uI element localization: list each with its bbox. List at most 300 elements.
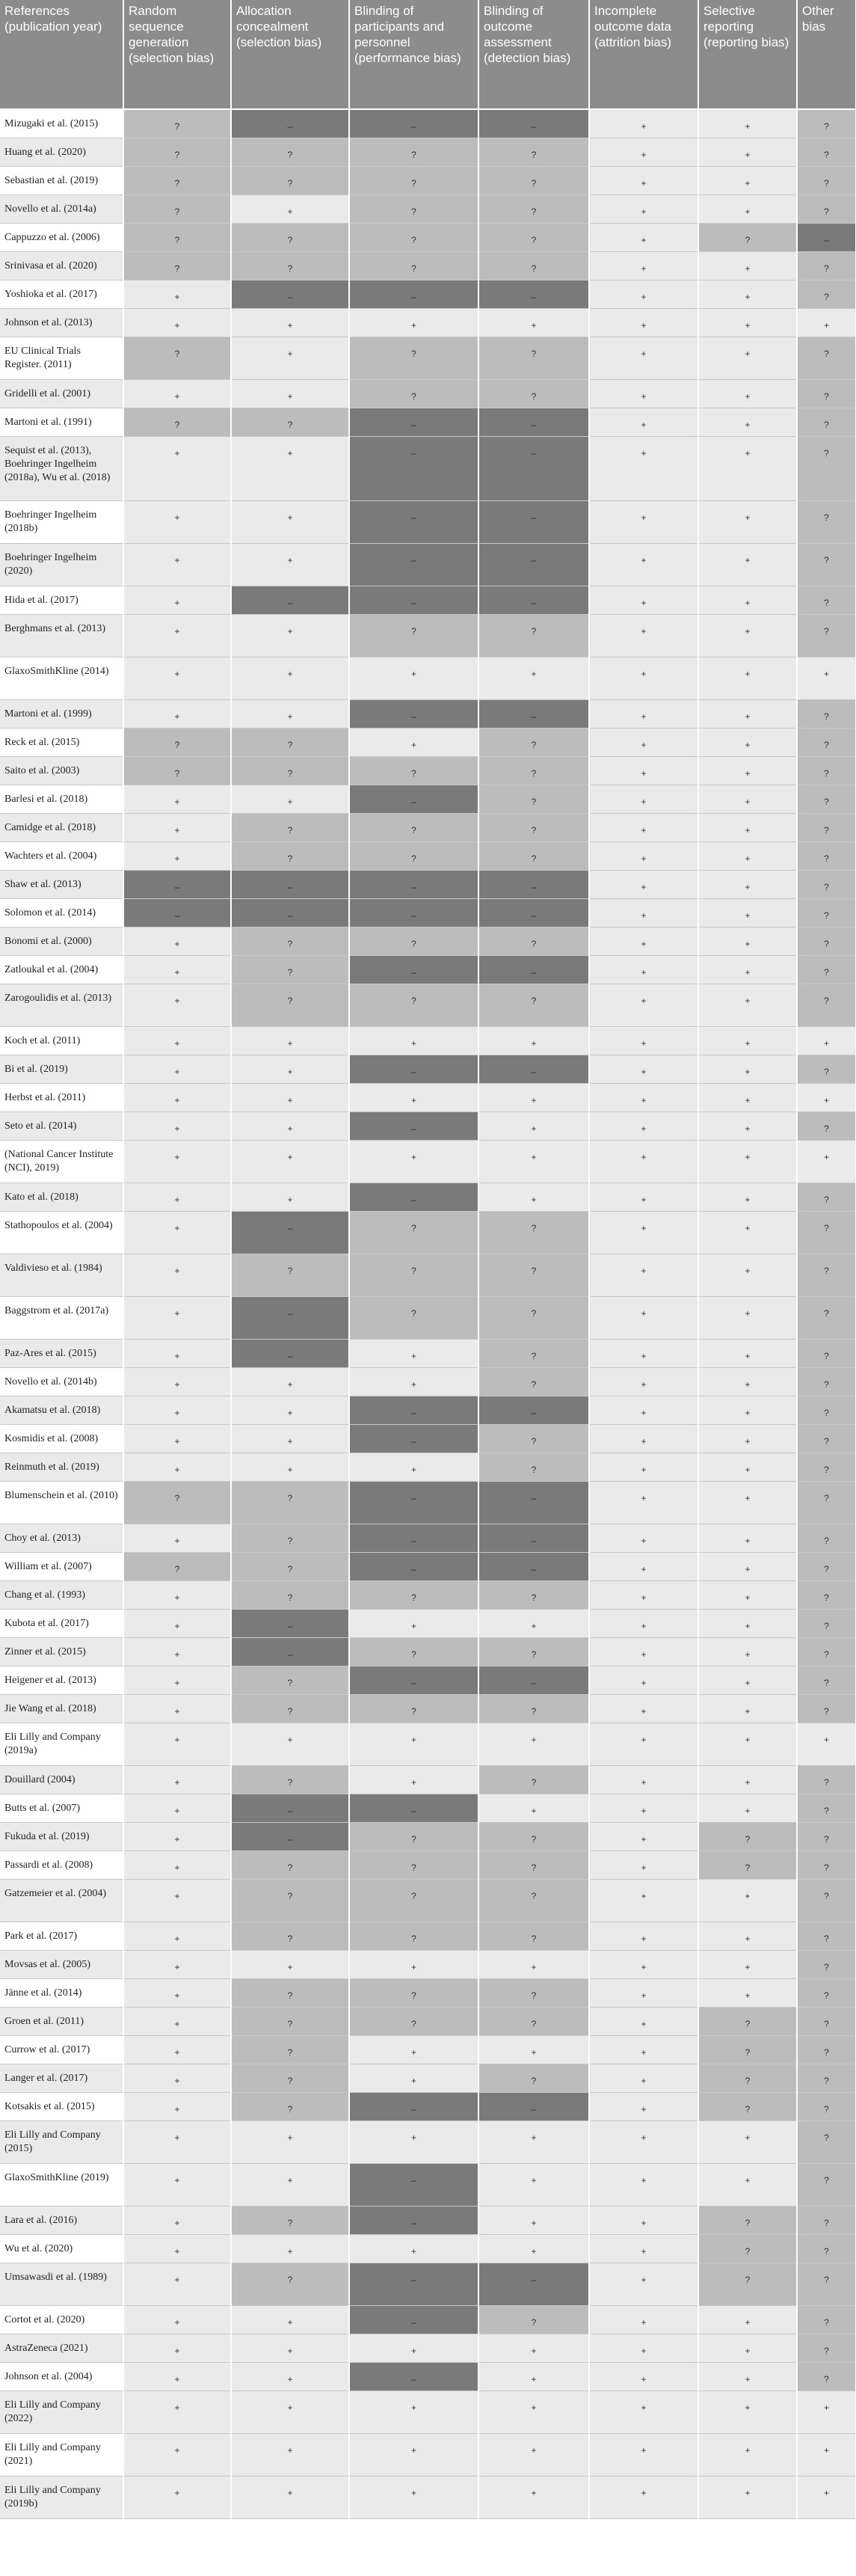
table-row xyxy=(0,813,856,841)
risk-cell: + xyxy=(123,379,231,408)
risk-cell: ? xyxy=(478,2007,589,2035)
risk-cell: + xyxy=(123,1637,231,1666)
reference-cell: Lara et al. (2016) xyxy=(0,2206,123,2234)
risk-cell: + xyxy=(123,1026,231,1055)
risk-cell: + xyxy=(589,2391,698,2433)
reference-cell: Zinner et al. (2015) xyxy=(0,1637,123,1666)
reference-cell: Koch et al. (2011) xyxy=(0,1026,123,1055)
risk-cell: + xyxy=(698,1026,797,1055)
reference-cell: Martoni et al. (1991) xyxy=(0,408,123,436)
risk-cell: + xyxy=(123,2120,231,2163)
risk-cell: + xyxy=(123,2476,231,2518)
risk-cell: + xyxy=(589,109,698,138)
risk-cell: – xyxy=(231,586,349,614)
table-row xyxy=(0,2007,856,2035)
risk-cell: ? xyxy=(797,841,856,870)
table-row xyxy=(0,2433,856,2476)
table-row xyxy=(0,2263,856,2305)
risk-cell: + xyxy=(698,2163,797,2206)
risk-cell: + xyxy=(231,2391,349,2433)
risk-cell: ? xyxy=(349,1637,478,1666)
risk-cell: ? xyxy=(349,1296,478,1339)
risk-cell: ? xyxy=(231,2035,349,2064)
reference-cell: Seto et al. (2014) xyxy=(0,1111,123,1140)
risk-cell: + xyxy=(478,2433,589,2476)
risk-cell: ? xyxy=(231,2007,349,2035)
risk-cell: ? xyxy=(231,841,349,870)
risk-cell: – xyxy=(231,1296,349,1339)
risk-cell: + xyxy=(589,898,698,927)
risk-cell: + xyxy=(589,500,698,543)
table-row xyxy=(0,337,856,379)
table-row xyxy=(0,785,856,813)
risk-cell: – xyxy=(797,223,856,251)
risk-cell: – xyxy=(349,955,478,984)
risk-cell: + xyxy=(478,2035,589,2064)
risk-cell: ? xyxy=(123,408,231,436)
risk-cell: ? xyxy=(797,1524,856,1552)
reference-cell: Heigener et al. (2013) xyxy=(0,1666,123,1694)
risk-cell: + xyxy=(123,2305,231,2334)
risk-cell: ? xyxy=(478,1922,589,1950)
risk-cell: ? xyxy=(797,408,856,436)
reference-cell: Stathopoulos et al. (2004) xyxy=(0,1211,123,1254)
risk-cell: + xyxy=(698,756,797,785)
risk-cell: + xyxy=(797,1140,856,1183)
risk-cell: + xyxy=(349,1339,478,1367)
risk-cell: ? xyxy=(797,1055,856,1083)
risk-cell: ? xyxy=(797,728,856,756)
reference-cell: Jie Wang et al. (2018) xyxy=(0,1694,123,1723)
risk-cell: + xyxy=(123,543,231,586)
risk-cell: + xyxy=(698,500,797,543)
reference-cell: Boehringer Ingelheim (2018b) xyxy=(0,500,123,543)
risk-cell: + xyxy=(698,586,797,614)
risk-cell: + xyxy=(698,1609,797,1637)
risk-cell: ? xyxy=(797,251,856,280)
risk-cell: ? xyxy=(349,756,478,785)
risk-cell: + xyxy=(123,2035,231,2064)
risk-cell: + xyxy=(589,408,698,436)
risk-cell: ? xyxy=(478,166,589,194)
reference-cell: Akamatsu et al. (2018) xyxy=(0,1396,123,1424)
risk-cell: + xyxy=(231,337,349,379)
risk-cell: ? xyxy=(478,756,589,785)
risk-cell: + xyxy=(231,1140,349,1183)
risk-cell: + xyxy=(123,813,231,841)
risk-cell: + xyxy=(698,280,797,308)
reference-cell: Barlesi et al. (2018) xyxy=(0,785,123,813)
header-selective-reporting: Selective reporting (reporting bias) xyxy=(698,0,797,109)
risk-cell: + xyxy=(589,2035,698,2064)
reference-cell: Jänne et al. (2014) xyxy=(0,1978,123,2007)
risk-cell: ? xyxy=(231,1254,349,1296)
risk-cell: – xyxy=(349,1424,478,1453)
risk-cell: + xyxy=(123,785,231,813)
risk-cell: + xyxy=(589,2007,698,2035)
risk-cell: + xyxy=(698,379,797,408)
risk-cell: + xyxy=(698,109,797,138)
risk-cell: + xyxy=(698,1637,797,1666)
risk-cell: + xyxy=(123,1183,231,1211)
header-blinding-participants: Blinding of participants and personnel (performance bias) xyxy=(349,0,478,109)
table-row xyxy=(0,379,856,408)
risk-cell: + xyxy=(589,1254,698,1296)
risk-cell: – xyxy=(349,1396,478,1424)
reference-cell: Boehringer Ingelheim (2020) xyxy=(0,543,123,586)
risk-cell: ? xyxy=(231,251,349,280)
risk-cell: + xyxy=(349,2334,478,2362)
table-row xyxy=(0,699,856,728)
risk-cell: + xyxy=(123,1794,231,1822)
reference-cell: Blumenschein et al. (2010) xyxy=(0,1481,123,1524)
risk-cell: + xyxy=(123,841,231,870)
risk-cell: + xyxy=(698,841,797,870)
risk-cell: ? xyxy=(478,927,589,955)
risk-cell: + xyxy=(589,2263,698,2305)
risk-cell: – xyxy=(478,1481,589,1524)
table-row xyxy=(0,1254,856,1296)
risk-cell: ? xyxy=(797,1367,856,1396)
risk-cell: – xyxy=(349,1524,478,1552)
table-row xyxy=(0,1637,856,1666)
risk-cell: + xyxy=(589,1524,698,1552)
reference-cell: GlaxoSmithKline (2014) xyxy=(0,657,123,699)
risk-cell: + xyxy=(231,1055,349,1083)
table-row xyxy=(0,1453,856,1481)
risk-cell: + xyxy=(698,1055,797,1083)
table-row xyxy=(0,1055,856,1083)
risk-cell: – xyxy=(349,586,478,614)
reference-cell: Sequist et al. (2013), Boehringer Ingelheim (2018a), Wu et al. (2018) xyxy=(0,436,123,500)
risk-cell: ? xyxy=(478,138,589,166)
risk-cell: + xyxy=(123,1424,231,1453)
reference-cell: Groen et al. (2011) xyxy=(0,2007,123,2035)
risk-cell: + xyxy=(123,308,231,337)
risk-cell: ? xyxy=(797,2234,856,2263)
risk-cell: + xyxy=(797,308,856,337)
risk-cell: + xyxy=(123,280,231,308)
reference-cell: Bi et al. (2019) xyxy=(0,1055,123,1083)
risk-cell: ? xyxy=(349,1694,478,1723)
risk-cell: + xyxy=(698,1694,797,1723)
risk-cell: + xyxy=(123,1396,231,1424)
reference-cell: GlaxoSmithKline (2019) xyxy=(0,2163,123,2206)
risk-cell: + xyxy=(123,1922,231,1950)
risk-cell: + xyxy=(589,223,698,251)
risk-cell: ? xyxy=(797,586,856,614)
risk-cell: ? xyxy=(797,1850,856,1879)
table-row xyxy=(0,543,856,586)
risk-cell: + xyxy=(349,1609,478,1637)
reference-cell: Shaw et al. (2013) xyxy=(0,870,123,898)
risk-cell: ? xyxy=(478,1339,589,1367)
risk-cell: + xyxy=(589,1026,698,1055)
risk-cell: + xyxy=(123,1111,231,1140)
reference-cell: Fukuda et al. (2019) xyxy=(0,1822,123,1850)
header-other-bias: Other bias xyxy=(797,0,856,109)
risk-cell: + xyxy=(698,1978,797,2007)
risk-cell: ? xyxy=(123,1552,231,1580)
risk-cell: + xyxy=(589,2064,698,2092)
table-row xyxy=(0,1666,856,1694)
risk-cell: + xyxy=(478,1111,589,1140)
risk-cell: + xyxy=(589,1481,698,1524)
risk-cell: + xyxy=(123,1140,231,1183)
risk-cell: ? xyxy=(231,1850,349,1879)
risk-cell: ? xyxy=(478,1424,589,1453)
risk-cell: + xyxy=(589,1609,698,1637)
risk-cell: ? xyxy=(478,1822,589,1850)
risk-cell: + xyxy=(231,379,349,408)
risk-cell: – xyxy=(123,870,231,898)
risk-cell: + xyxy=(589,194,698,223)
risk-cell: ? xyxy=(231,2206,349,2234)
risk-cell: + xyxy=(478,2234,589,2263)
risk-cell: – xyxy=(231,1339,349,1367)
risk-cell: + xyxy=(698,2433,797,2476)
risk-cell: + xyxy=(589,1879,698,1922)
risk-cell: ? xyxy=(797,1481,856,1524)
risk-cell: ? xyxy=(698,2092,797,2120)
risk-cell: + xyxy=(123,1723,231,1765)
risk-cell: – xyxy=(349,2163,478,2206)
risk-cell: ? xyxy=(478,841,589,870)
risk-cell: – xyxy=(478,2263,589,2305)
risk-cell: ? xyxy=(478,1580,589,1609)
reference-cell: Novello et al. (2014b) xyxy=(0,1367,123,1396)
risk-cell: ? xyxy=(797,1424,856,1453)
risk-cell: + xyxy=(123,2007,231,2035)
risk-cell: + xyxy=(698,1794,797,1822)
risk-cell: ? xyxy=(797,1254,856,1296)
table-row xyxy=(0,1140,856,1183)
risk-cell: – xyxy=(349,2305,478,2334)
table-row xyxy=(0,2163,856,2206)
risk-cell: + xyxy=(698,2391,797,2433)
risk-cell: ? xyxy=(797,280,856,308)
table-row xyxy=(0,308,856,337)
risk-cell: + xyxy=(231,1723,349,1765)
risk-cell: – xyxy=(349,1111,478,1140)
risk-cell: + xyxy=(123,984,231,1026)
risk-cell: + xyxy=(698,927,797,955)
risk-cell: ? xyxy=(478,1453,589,1481)
table-row xyxy=(0,756,856,785)
risk-cell: ? xyxy=(349,1254,478,1296)
risk-cell: – xyxy=(478,109,589,138)
table-row xyxy=(0,984,856,1026)
reference-cell: Eli Lilly and Company (2019b) xyxy=(0,2476,123,2518)
reference-cell: Zatloukal et al. (2004) xyxy=(0,955,123,984)
risk-cell: + xyxy=(478,657,589,699)
risk-cell: + xyxy=(231,1396,349,1424)
risk-cell: + xyxy=(349,1723,478,1765)
risk-cell: ? xyxy=(698,223,797,251)
risk-cell: + xyxy=(698,337,797,379)
risk-cell: + xyxy=(698,1183,797,1211)
table-row xyxy=(0,1723,856,1765)
risk-cell: – xyxy=(349,109,478,138)
risk-cell: – xyxy=(478,586,589,614)
risk-cell: + xyxy=(123,1083,231,1111)
risk-cell: ? xyxy=(231,813,349,841)
risk-cell: + xyxy=(231,785,349,813)
risk-cell: ? xyxy=(797,785,856,813)
risk-cell: + xyxy=(589,756,698,785)
risk-cell: + xyxy=(797,2433,856,2476)
risk-cell: – xyxy=(478,280,589,308)
risk-cell: + xyxy=(589,2433,698,2476)
risk-cell: + xyxy=(797,657,856,699)
reference-cell: Langer et al. (2017) xyxy=(0,2064,123,2092)
risk-cell: + xyxy=(698,955,797,984)
table-row xyxy=(0,1481,856,1524)
risk-cell: + xyxy=(231,2476,349,2518)
risk-cell: + xyxy=(698,614,797,657)
risk-cell: – xyxy=(349,2206,478,2234)
risk-cell: + xyxy=(698,1524,797,1552)
risk-cell: + xyxy=(478,2206,589,2234)
risk-cell: + xyxy=(698,2362,797,2391)
risk-cell: + xyxy=(589,841,698,870)
risk-cell: + xyxy=(698,2305,797,2334)
risk-cell: + xyxy=(589,1580,698,1609)
risk-cell: ? xyxy=(797,109,856,138)
risk-cell: + xyxy=(589,2476,698,2518)
risk-cell: + xyxy=(478,1026,589,1055)
risk-cell: ? xyxy=(797,699,856,728)
risk-cell: – xyxy=(478,408,589,436)
table-header xyxy=(0,0,856,109)
risk-cell: + xyxy=(478,308,589,337)
risk-cell: – xyxy=(231,1609,349,1637)
reference-cell: Kotsakis et al. (2015) xyxy=(0,2092,123,2120)
risk-cell: ? xyxy=(231,728,349,756)
risk-cell: + xyxy=(478,2334,589,2362)
reference-cell: Martoni et al. (1999) xyxy=(0,699,123,728)
risk-cell: + xyxy=(123,1580,231,1609)
risk-cell: + xyxy=(698,1424,797,1453)
risk-cell: ? xyxy=(797,1609,856,1637)
table-row xyxy=(0,1396,856,1424)
risk-cell: + xyxy=(589,1723,698,1765)
risk-cell: + xyxy=(698,1481,797,1524)
risk-cell: + xyxy=(123,2263,231,2305)
table-row xyxy=(0,841,856,870)
risk-cell: – xyxy=(478,2092,589,2120)
risk-cell: + xyxy=(589,699,698,728)
risk-cell: – xyxy=(349,2263,478,2305)
risk-cell: – xyxy=(349,1481,478,1524)
risk-cell: + xyxy=(589,1140,698,1183)
risk-cell: + xyxy=(589,984,698,1026)
risk-cell: + xyxy=(349,2064,478,2092)
risk-cell: ? xyxy=(797,2092,856,2120)
risk-cell: – xyxy=(478,955,589,984)
risk-cell: + xyxy=(589,586,698,614)
risk-cell: ? xyxy=(797,1694,856,1723)
risk-cell: + xyxy=(231,1183,349,1211)
risk-cell: ? xyxy=(698,2064,797,2092)
risk-cell: + xyxy=(698,699,797,728)
risk-cell: + xyxy=(698,194,797,223)
table-row xyxy=(0,1552,856,1580)
risk-cell: ? xyxy=(349,1822,478,1850)
reference-cell: AstraZeneca (2021) xyxy=(0,2334,123,2362)
risk-cell: ? xyxy=(349,223,478,251)
risk-cell: ? xyxy=(797,614,856,657)
table-body xyxy=(0,109,856,2518)
risk-cell: ? xyxy=(123,194,231,223)
risk-cell: ? xyxy=(231,138,349,166)
risk-cell: ? xyxy=(797,927,856,955)
risk-cell: ? xyxy=(698,2263,797,2305)
risk-cell: + xyxy=(698,785,797,813)
reference-cell: EU Clinical Trials Register. (2011) xyxy=(0,337,123,379)
risk-cell: + xyxy=(589,2234,698,2263)
risk-cell: + xyxy=(123,1822,231,1850)
risk-cell: ? xyxy=(231,984,349,1026)
reference-cell: Umsawasdi et al. (1989) xyxy=(0,2263,123,2305)
risk-cell: + xyxy=(231,1367,349,1396)
risk-cell: + xyxy=(698,1922,797,1950)
table-row xyxy=(0,1111,856,1140)
risk-cell: – xyxy=(349,898,478,927)
reference-cell: Bonomi et al. (2000) xyxy=(0,927,123,955)
risk-cell: + xyxy=(589,166,698,194)
risk-cell: + xyxy=(349,1140,478,1183)
table-row xyxy=(0,1850,856,1879)
risk-cell: ? xyxy=(797,436,856,500)
risk-cell: + xyxy=(797,2476,856,2518)
risk-cell: ? xyxy=(797,1765,856,1794)
reference-cell: Saito et al. (2003) xyxy=(0,756,123,785)
risk-cell: + xyxy=(123,1254,231,1296)
risk-cell: + xyxy=(698,1296,797,1339)
reference-cell: Passardi et al. (2008) xyxy=(0,1850,123,1879)
risk-cell: ? xyxy=(349,1879,478,1922)
risk-cell: + xyxy=(589,728,698,756)
table-row xyxy=(0,1978,856,2007)
risk-cell: ? xyxy=(231,1552,349,1580)
table-row xyxy=(0,614,856,657)
reference-cell: Wachters et al. (2004) xyxy=(0,841,123,870)
risk-cell: + xyxy=(698,1211,797,1254)
table-row xyxy=(0,2092,856,2120)
risk-cell: ? xyxy=(698,1822,797,1850)
risk-cell: + xyxy=(698,984,797,1026)
risk-cell: ? xyxy=(478,379,589,408)
risk-cell: ? xyxy=(349,1922,478,1950)
risk-cell: ? xyxy=(231,408,349,436)
table-row xyxy=(0,2305,856,2334)
risk-cell: + xyxy=(123,2433,231,2476)
risk-cell: + xyxy=(231,1950,349,1978)
risk-cell: ? xyxy=(349,1850,478,1879)
risk-cell: + xyxy=(231,543,349,586)
risk-cell: ? xyxy=(123,756,231,785)
risk-cell: ? xyxy=(797,1552,856,1580)
risk-cell: ? xyxy=(231,1879,349,1922)
reference-cell: Baggstrom et al. (2017a) xyxy=(0,1296,123,1339)
risk-cell: + xyxy=(698,1552,797,1580)
risk-cell: + xyxy=(589,251,698,280)
risk-cell: ? xyxy=(123,337,231,379)
risk-cell: + xyxy=(123,955,231,984)
risk-cell: – xyxy=(349,408,478,436)
reference-cell: William et al. (2007) xyxy=(0,1552,123,1580)
